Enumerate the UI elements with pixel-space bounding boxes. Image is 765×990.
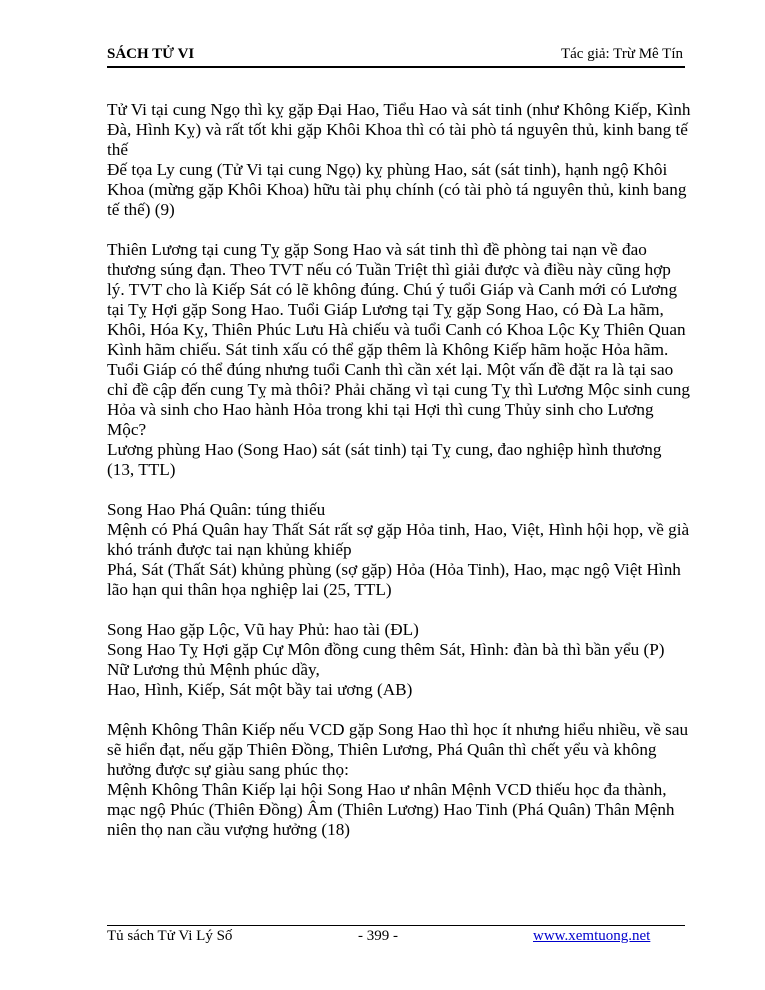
paragraph: Phá, Sát (Thất Sát) khủng phùng (sợ gặp) Hỏa (Hỏa Tinh), Hao, mạc ngộ Việt Hình lão hạn qui thân họa nghiệp lai (25, TTL) — [107, 560, 681, 599]
paragraph: Song Hao Tỵ Hợi gặp Cự Môn đồng cung thêm Sát, Hình: đàn bà thì bần yểu (P) — [107, 640, 665, 659]
paragraph: Mệnh Không Thân Kiếp lại hội Song Hao ư nhân Mệnh VCD thiếu học đa thành, mạc ngộ Phúc (Thiên Đồng) Âm (Thiên Lương) Hao Tinh (Phá Quân) Thân Mệnh niên thọ nan cầu vượng hưởng (18) — [107, 780, 675, 839]
paragraph: Đế tọa Ly cung (Tử Vi tại cung Ngọ) kỵ phùng Hao, sát (sát tinh), hạnh ngộ Khôi Khoa (mừng gặp Khôi Khoa) hữu tài phụ chính (có tài phò tá nguyên thủ, kinh bang tế thế) (9) — [107, 160, 687, 219]
paragraph: Hao, Hình, Kiếp, Sát một bầy tai ương (AB) — [107, 680, 413, 699]
paragraph: Song Hao gặp Lộc, Vũ hay Phủ: hao tài (ĐL) — [107, 620, 419, 639]
paragraph: Nữ Lương thủ Mệnh phúc dầy, — [107, 660, 320, 679]
footer-divider — [107, 925, 685, 926]
paragraph-gap — [107, 600, 692, 620]
footer-series: Tủ sách Tử Vi Lý Số — [107, 928, 233, 944]
paragraph: Mệnh Không Thân Kiếp nếu VCD gặp Song Hao thì học ít nhưng hiểu nhiều, về sau sẽ hiển đạt, nếu gặp Thiên Đồng, Thiên Lương, Phá Quân thì chết yểu và không hưởng được sự giàu sang phúc thọ: — [107, 720, 689, 779]
paragraph-gap — [107, 700, 692, 720]
paragraph-gap — [107, 220, 692, 240]
website-link[interactable]: www.xemtuong.net — [533, 928, 651, 944]
paragraph: Lương phùng Hao (Song Hao) sát (sát tinh) tại Tỵ cung, đao nghiệp hình thương (13, TTL) — [107, 440, 662, 479]
paragraph: Tử Vi tại cung Ngọ thì kỵ gặp Đại Hao, Tiểu Hao và sát tinh (như Không Kiếp, Kình Đà, Hình Kỵ) và rất tốt khi gặp Khôi Khoa thì có tài phò tá nguyên thủ, kinh bang tế thế — [107, 100, 691, 159]
paragraph: Song Hao Phá Quân: túng thiếu — [107, 500, 326, 519]
author-label: Tác giả: Trừ Mê Tín — [560, 46, 683, 62]
paragraph-gap — [107, 480, 692, 500]
paragraph: Mệnh có Phá Quân hay Thất Sát rất sợ gặp Hỏa tinh, Hao, Việt, Hình hội họp, về già khó tránh được tai nạn khủng khiếp — [107, 520, 690, 559]
document-body — [107, 100, 692, 840]
paragraph: Thiên Lương tại cung Tỵ gặp Song Hao và sát tinh thì đề phòng tai nạn về đao thương súng đạn. Theo TVT nếu có Tuần Triệt thì giải được và điều này cũng hợp lý. TVT cho là Kiếp Sát có lẽ không đúng. Chú ý tuổi Giáp và Canh mới có Lương tại Tỵ Hợi gặp Song Hao. Tuổi Giáp Lương tại Tỵ gặp Song Hao, có Đà La hãm, Khôi, Hóa Kỵ, Thiên Phúc Lưu Hà chiếu và tuổi Canh có Khoa Lộc Kỵ Thiên Quan Kình hãm chiếu. Sát tinh xấu có thể gặp thêm là Không Kiếp hãm hoặc Hỏa hãm. Tuổi Giáp có thể đúng nhưng tuổi Canh thì cần xét lại. Một vấn đề đặt ra là tại sao chỉ đề cập đến cung Tỵ mà thôi? Phải chăng vì tại cung Tỵ thì Lương Mộc sinh cung Hỏa và sinh cho Hao hành Hỏa trong khi tại Hợi thì cung Thủy sinh cho Lương Mộc? — [107, 240, 690, 439]
page-header — [107, 44, 685, 68]
book-title: SÁCH TỬ VI — [107, 46, 195, 62]
page-number: - 399 - — [358, 928, 398, 944]
